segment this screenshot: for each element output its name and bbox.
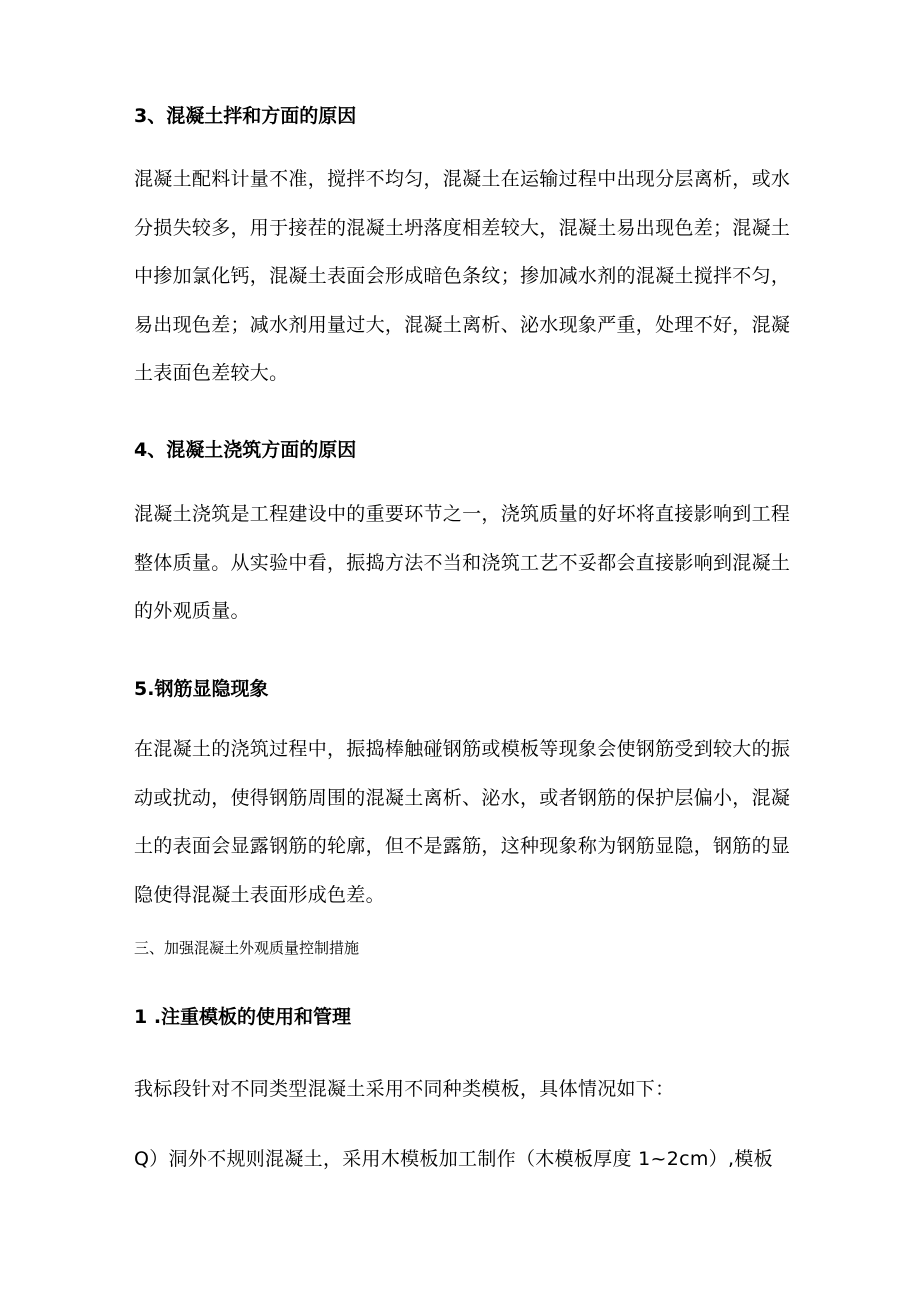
section-5-heading: 5.钢筋显隐现象 <box>134 678 269 700</box>
section-4-body: 混凝土浇筑是工程建设中的重要环节之一，浇筑质量的好坏将直接影响到工程整体质量。从实验中看，振捣方法不当和浇筑工艺不妥都会直接影响到混凝土的外观质量。 <box>134 503 791 623</box>
section-4-heading: 4、混凝土浇筑方面的原因 <box>134 439 357 461</box>
section-3-body: 混凝土配料计量不准，搅拌不均匀，混凝土在运输过程中出现分层离析，或水分损失较多，用于接茬的混凝土坍落度相差较大，混凝土易出现色差；混凝土中掺加氯化钙，混凝土表面会形成暗色条纹；掺加减水剂的混凝土搅拌不匀，易出现色差；减水剂用量过大，混凝土离析、泌水现象严重，处理不好，混凝土表面色差较大。 <box>134 168 791 385</box>
part-heading: 三、加强混凝土外观质量控制措施 <box>134 939 360 957</box>
last-line: Q）洞外不规则混凝土，采用木模板加工制作（木模板厚度 1~2cm）,模板 <box>134 1148 773 1170</box>
section-3-heading: 3、混凝土拌和方面的原因 <box>134 105 357 127</box>
intro-line: 我标段针对不同类型混凝土采用不同种类模板，具体情况如下： <box>134 1078 675 1100</box>
section-5-body: 在混凝土的浇筑过程中，振捣棒触碰钢筋或模板等现象会使钢筋受到较大的振动或扰动，使得钢筋周围的混凝土离析、泌水，或者钢筋的保护层偏小，混凝土的表面会显露钢筋的轮廓，但不是露筋，这种现象称为钢筋显隐，钢筋的显隐使得混凝土表面形成色差。 <box>134 738 791 906</box>
subsection-1-heading: 1 .注重模板的使用和管理 <box>134 1006 352 1028</box>
